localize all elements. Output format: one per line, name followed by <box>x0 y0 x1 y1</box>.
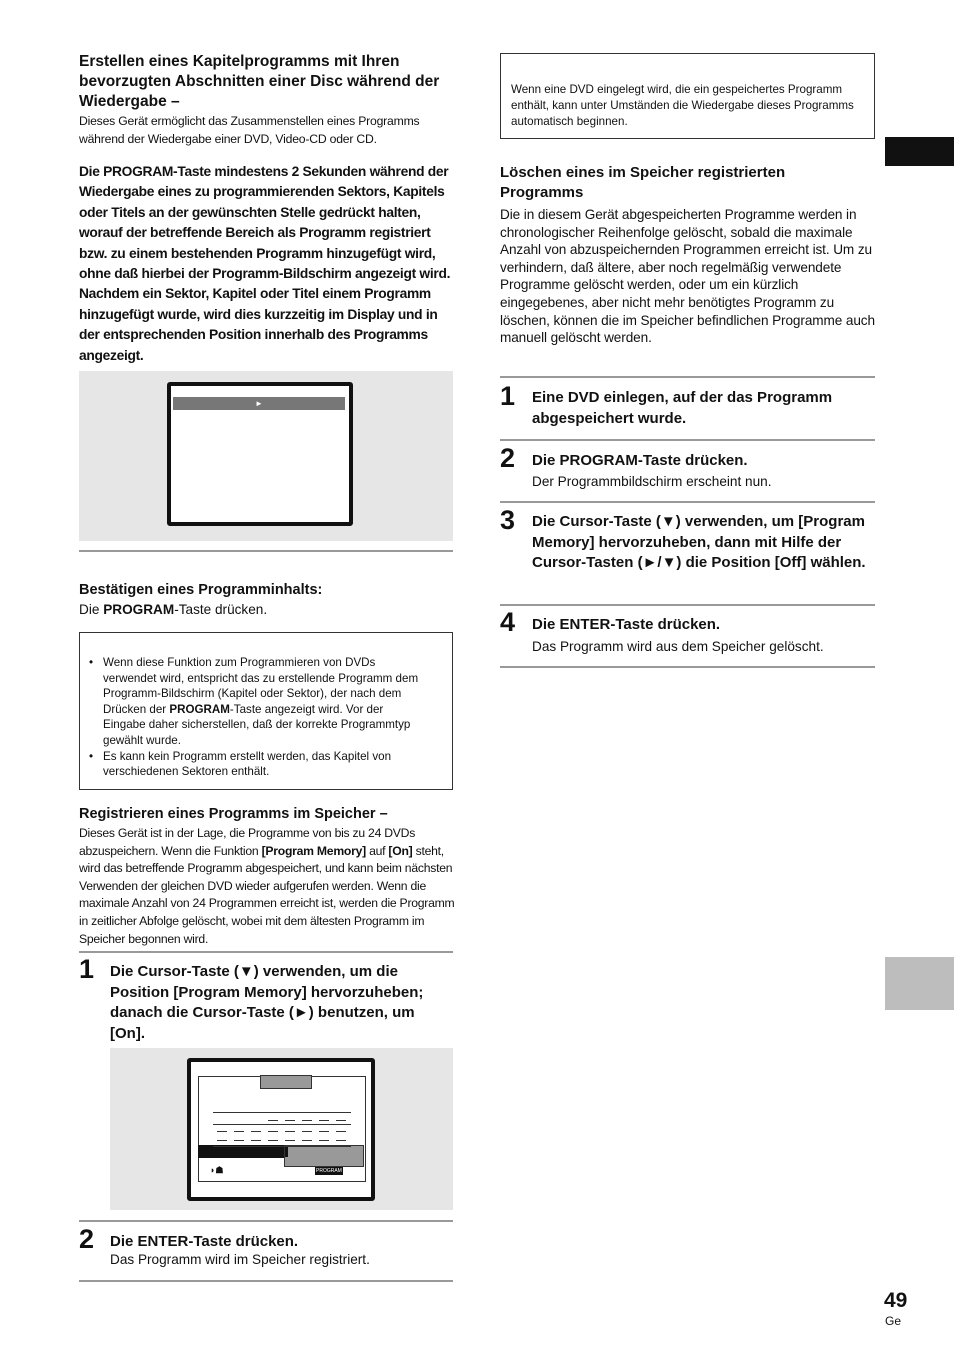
cursor-mark <box>285 1146 288 1157</box>
screen-tab <box>260 1075 312 1089</box>
step-text: Die ENTER-Taste drücken. <box>110 1233 299 1250</box>
confirm-program-text <box>79 602 267 617</box>
text: Dieses Gerät ist in der Lage, die Programme von bis zu 24 DVDs abzuspeichern. Wenn die Funktion <box>79 826 416 858</box>
divider <box>79 1220 453 1222</box>
step-number: 1 <box>500 381 516 411</box>
program-key: PROGRAM <box>103 602 175 617</box>
text: -Taste drücken. <box>174 602 268 617</box>
tv-screen <box>167 382 353 526</box>
step-subtext: Das Programm wird im Speicher registriert. <box>110 1252 370 1267</box>
divider <box>500 376 875 378</box>
note-text: Wenn diese Funktion zum Programmieren von DVDs verwendet wird, entspricht das zu erstellende Programm dem Programm-Bildschirm (Kapitel oder Sektor), der nach dem Drücken der <box>103 656 419 716</box>
step-number: 2 <box>500 443 516 473</box>
section-heading-delete-program: Löschen eines im Speicher registrierten Programms <box>500 164 786 201</box>
delete-program-text: Die in diesem Gerät abgespeicherten Programme werden in chronologischer Reihenfolge gelöscht, sobald die maximale Anzahl von abzuspeichernden Programmen erreicht ist. Um zu verhindern, daß ältere, aber noch regelmäßig verwendete Programme gelöscht werden, oder um ein kürzlich eingegebenes, aber nicht mehr benötigtes Programm zu löschen, können die im Speicher befindlichen Programme auch manuell gelöscht werden. <box>500 207 875 346</box>
divider <box>79 1280 453 1282</box>
screen-icons: ◗☗ <box>210 1165 224 1175</box>
info-box <box>500 53 875 139</box>
bold-instruction-paragraph: Die PROGRAM-Taste mindestens 2 Sekunden während der Wiedergabe eines zu programmierenden Sektors, Kapitels oder Titels an der gewünschten Stelle gedrückt halten, worauf der betreffende Bereich als Programm registriert bzw. zu einem bestehenden Programm hinzugefügt wird, ohne daß hierbei der Programm-Bildschirm angezeigt wird. Nachdem ein Sektor, Kapitel oder Titel einem Programm hinzugefügt wurde, wird dies kurzzeitig im Display und in der entsprechenden Position innerhalb des Programms angezeigt. <box>79 164 451 363</box>
register-program-text <box>79 825 457 948</box>
screen-illustration-panel <box>79 371 453 541</box>
program-key: PROGRAM <box>169 702 230 716</box>
screen-title-bar: ► <box>173 397 345 410</box>
step-number: 4 <box>500 607 516 637</box>
note-item: • Es kann kein Programm erstellt werden, das Kapitel von verschiedenen Sektoren enthält. <box>80 749 425 780</box>
step-text: Die ENTER-Taste drücken. <box>532 616 721 633</box>
step-number: 1 <box>79 954 95 984</box>
divider <box>500 501 875 503</box>
page-number: 49 <box>884 1289 908 1312</box>
divider <box>79 550 453 552</box>
chapter-tab-gray <box>885 957 954 1010</box>
text-bold: [On] <box>388 843 413 858</box>
step-subtext: Der Programmbildschirm erscheint nun. <box>532 474 772 489</box>
program-label: PROGRAM <box>316 1168 342 1174</box>
step-text: Eine DVD einlegen, auf der das Programm abgespeichert wurde. <box>532 389 833 427</box>
text: auf <box>365 843 389 858</box>
info-box-text: Wenn eine DVD eingelegt wird, die ein gespeichertes Programm enthält, kann unter Umständen die Wiedergabe dieses Programms automatisch beginnen. <box>511 83 854 128</box>
step-text: Die Cursor-Taste (▼) verwenden, um [Program Memory] hervorzuheben, dann mit Hilfe der Cursor-Tasten (►/▼) die Position [Off] wählen. <box>532 513 866 571</box>
notes-box <box>79 632 453 790</box>
subheading-confirm-program: Bestätigen eines Programminhalts: <box>79 582 323 598</box>
text-bold: [Program Memory] <box>261 843 366 858</box>
step-text: Die Cursor-Taste (▼) verwenden, um die Position [Program Memory] hervorzuheben; danach die Cursor-Taste (►) benutzen, um [On]. <box>110 963 424 1042</box>
section-intro: Dieses Gerät ermöglicht das Zusammenstellen eines Programms während der Wiedergabe einer DVD, Video-CD oder CD. <box>79 114 420 146</box>
divider <box>500 439 875 441</box>
screen-illustration-panel <box>110 1048 453 1210</box>
note-item <box>80 655 425 749</box>
divider <box>500 604 875 606</box>
divider <box>79 951 453 953</box>
screen-option-box <box>284 1145 364 1167</box>
step-subtext: Das Programm wird aus dem Speicher gelöscht. <box>532 639 824 654</box>
tv-screen <box>187 1058 375 1201</box>
subheading-register-program: Registrieren eines Programms im Speicher – <box>79 806 388 822</box>
step-number: 3 <box>500 505 516 535</box>
language-code: Ge <box>885 1314 902 1328</box>
step-text: Die PROGRAM-Taste drücken. <box>532 452 748 469</box>
divider <box>500 666 875 668</box>
text: steht, wird das betreffende Programm abgespeichert, und kann beim nächsten Verwenden der gleichen DVD wieder aufgerufen werden. Wenn die maximale Anzahl von 24 Programmen erreicht ist, werden die Programm in zeitlicher Abfolge gelöscht, wobei mit dem ältesten Programm im Speicher begonnen wird. <box>79 843 455 946</box>
chapter-tab-black <box>885 137 954 166</box>
note-text: -Taste angezeigt wird. Vor der Eingabe daher sicherstellen, daß der korrekte Programmtyp gewählt wurde. <box>103 702 411 747</box>
step-number: 2 <box>79 1224 95 1254</box>
text: Die <box>79 602 104 617</box>
section-heading-chapter-program: Erstellen eines Kapitelprogramms mit Ihren bevorzugten Abschnitten einer Disc während der Wiedergabe – <box>79 53 440 110</box>
